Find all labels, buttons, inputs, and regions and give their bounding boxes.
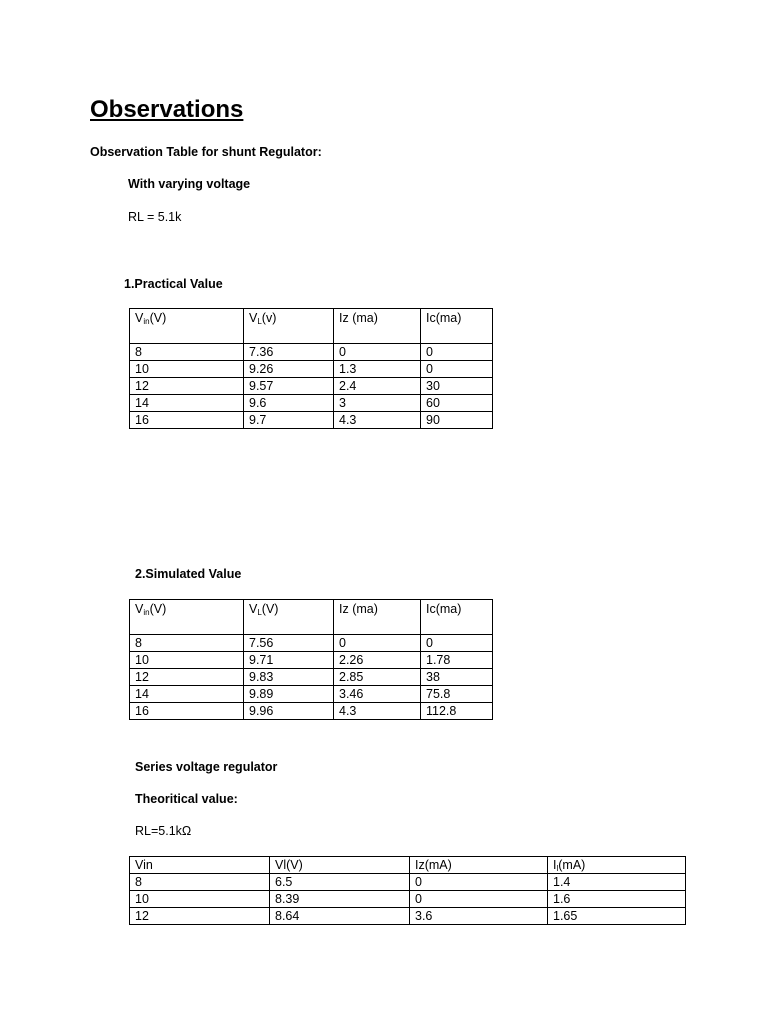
- table-cell: 8: [130, 344, 244, 361]
- table-cell: 0: [421, 344, 493, 361]
- table-cell: 0: [334, 635, 421, 652]
- table-cell: 8: [130, 635, 244, 652]
- table-row: [130, 908, 686, 925]
- column-header-text: V: [135, 602, 144, 616]
- table-cell: 2.26: [334, 652, 421, 669]
- table-cell: 8.64: [270, 908, 410, 925]
- table-cell: 0: [334, 344, 421, 361]
- table-cell: 1.3: [334, 361, 421, 378]
- table-cell: 30: [421, 378, 493, 395]
- table-cell: 14: [130, 395, 244, 412]
- table-cell: 9.6: [244, 395, 334, 412]
- table-row: [130, 891, 686, 908]
- theoretical-value-label: Theoritical value:: [135, 792, 238, 806]
- column-header: [334, 600, 421, 635]
- column-header-subscript: L: [257, 608, 262, 617]
- column-header-text: Ic(ma): [426, 311, 462, 325]
- table-row: [130, 874, 686, 891]
- table-cell: 75.8: [421, 686, 493, 703]
- table-cell: 12: [130, 378, 244, 395]
- table-cell: 9.7: [244, 412, 334, 429]
- column-header: [334, 309, 421, 344]
- table-cell: 10: [130, 652, 244, 669]
- table-row: [130, 652, 493, 669]
- table-cell: 1.4: [548, 874, 686, 891]
- table-cell: 3.6: [410, 908, 548, 925]
- table-cell: 6.5: [270, 874, 410, 891]
- table-cell: 38: [421, 669, 493, 686]
- column-header-subscript: L: [257, 317, 262, 326]
- column-header: [130, 600, 244, 635]
- column-header-subscript: in: [143, 317, 150, 326]
- column-header-text: Iz(mA): [415, 858, 452, 872]
- table-cell: 7.56: [244, 635, 334, 652]
- column-header-text: Iz (ma): [339, 311, 378, 325]
- table-cell: 3: [334, 395, 421, 412]
- table-cell: 90: [421, 412, 493, 429]
- table-cell: 10: [130, 361, 244, 378]
- table-row: [130, 395, 493, 412]
- column-header: [244, 309, 334, 344]
- table-row: [130, 361, 493, 378]
- column-header-text: I: [553, 858, 557, 872]
- table-row: [130, 703, 493, 720]
- column-header-unit: (mA): [558, 858, 586, 872]
- table-cell: 8: [130, 874, 270, 891]
- series-regulator-title: Series voltage regulator: [135, 760, 278, 774]
- column-header: [548, 857, 686, 874]
- column-header-unit: (V): [149, 311, 167, 325]
- table-header-row: [130, 857, 686, 874]
- column-header-unit: (V): [261, 602, 279, 616]
- table-header-row: [130, 600, 493, 635]
- table-cell: 112.8: [421, 703, 493, 720]
- section-subtitle: Observation Table for shunt Regulator:: [90, 145, 322, 159]
- column-header-text: V: [135, 311, 144, 325]
- table-row: [130, 669, 493, 686]
- column-header-text: Vl(V): [275, 858, 303, 872]
- table-cell: 14: [130, 686, 244, 703]
- column-header-text: Iz (ma): [339, 602, 378, 616]
- column-header-unit: (v): [261, 311, 277, 325]
- column-header: [421, 309, 493, 344]
- table-row: [130, 378, 493, 395]
- column-header: [244, 600, 334, 635]
- column-header-subscript: l: [556, 864, 559, 873]
- table-cell: 60: [421, 395, 493, 412]
- table-cell: 7.36: [244, 344, 334, 361]
- table-cell: 8.39: [270, 891, 410, 908]
- column-header: [410, 857, 548, 874]
- table-cell: 0: [421, 635, 493, 652]
- table-cell: 9.96: [244, 703, 334, 720]
- table-cell: 3.46: [334, 686, 421, 703]
- table-cell: 4.3: [334, 412, 421, 429]
- table-cell: 0: [410, 891, 548, 908]
- table-cell: 0: [410, 874, 548, 891]
- table-row: [130, 412, 493, 429]
- table-header-row: [130, 309, 493, 344]
- column-header-subscript: in: [143, 608, 150, 617]
- varying-voltage-label: With varying voltage: [128, 177, 251, 191]
- table-cell: 1.65: [548, 908, 686, 925]
- column-header: [421, 600, 493, 635]
- table-cell: 2.4: [334, 378, 421, 395]
- table-cell: 9.57: [244, 378, 334, 395]
- table-cell: 0: [421, 361, 493, 378]
- table-row: [130, 635, 493, 652]
- column-header: [130, 309, 244, 344]
- table-cell: 9.83: [244, 669, 334, 686]
- column-header-text: V: [249, 602, 258, 616]
- column-header-text: Vin: [135, 858, 153, 872]
- practical-value-table: [129, 308, 493, 429]
- column-header-unit: (V): [149, 602, 167, 616]
- series-rl-label: RL=5.1kΩ: [135, 824, 192, 838]
- simulated-value-title: 2.Simulated Value: [135, 567, 242, 581]
- series-theoretical-table: [129, 856, 686, 925]
- table-row: [130, 344, 493, 361]
- table-cell: 9.26: [244, 361, 334, 378]
- table-cell: 1.6: [548, 891, 686, 908]
- column-header: [130, 857, 270, 874]
- table-cell: 9.89: [244, 686, 334, 703]
- simulated-value-table: [129, 599, 493, 720]
- column-header-text: V: [249, 311, 258, 325]
- table-cell: 16: [130, 412, 244, 429]
- table-cell: 2.85: [334, 669, 421, 686]
- table-cell: 10: [130, 891, 270, 908]
- table-cell: 12: [130, 908, 270, 925]
- page-title: Observations: [90, 96, 244, 123]
- column-header-text: Ic(ma): [426, 602, 462, 616]
- table-cell: 1.78: [421, 652, 493, 669]
- rl-value-label: RL = 5.1k: [128, 210, 182, 224]
- table-cell: 4.3: [334, 703, 421, 720]
- table-cell: 16: [130, 703, 244, 720]
- column-header: [270, 857, 410, 874]
- table-cell: 9.71: [244, 652, 334, 669]
- table-cell: 12: [130, 669, 244, 686]
- practical-value-title: 1.Practical Value: [124, 277, 223, 291]
- table-row: [130, 686, 493, 703]
